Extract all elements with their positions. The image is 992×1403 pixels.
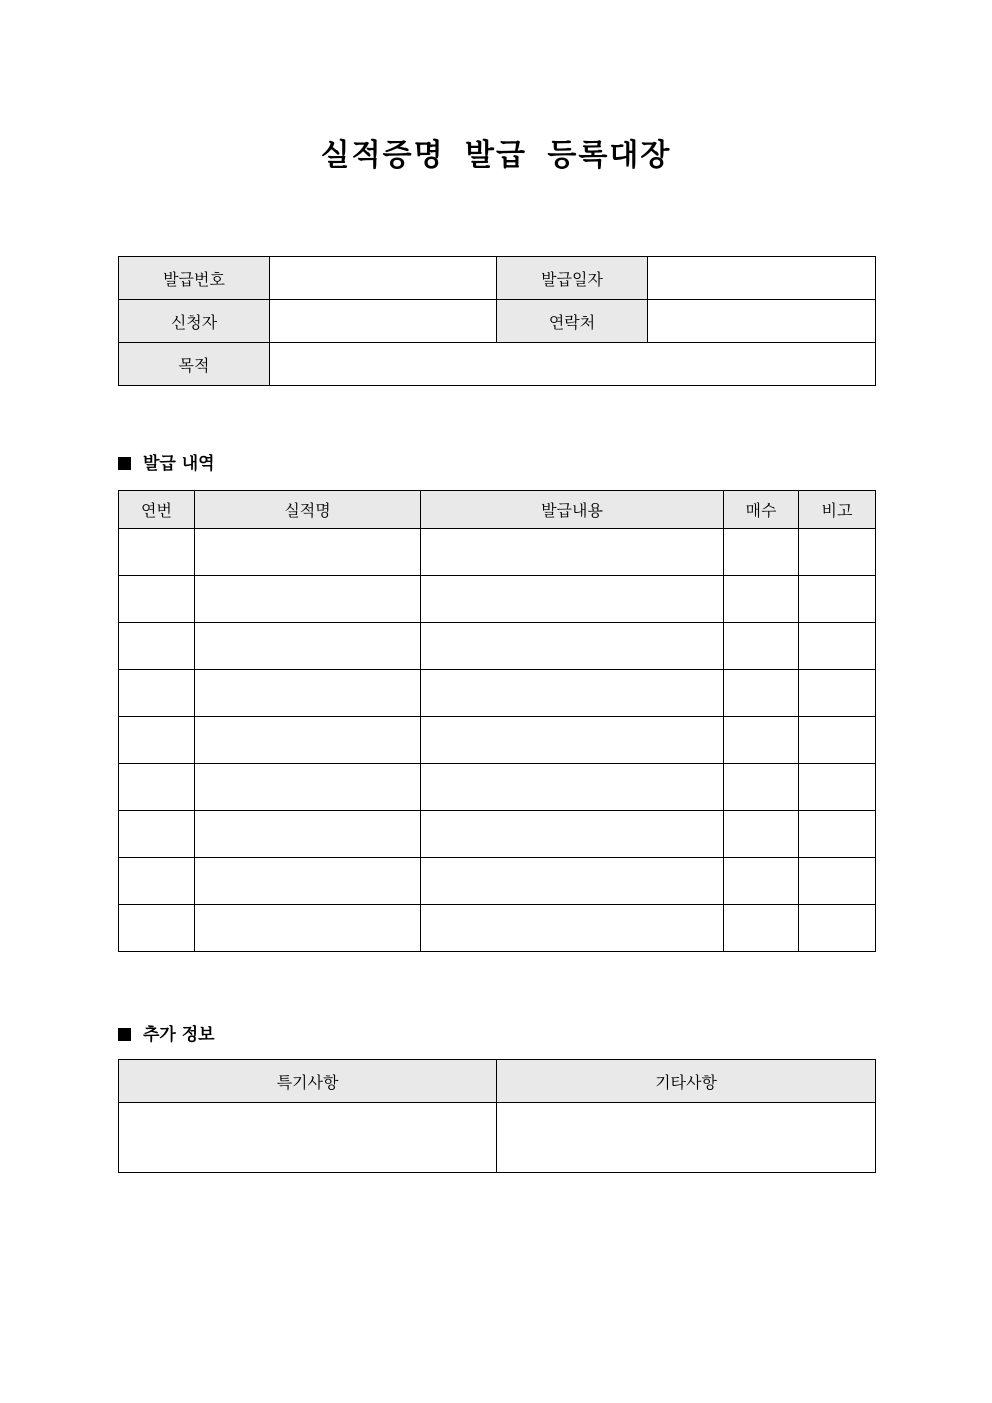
table-row xyxy=(119,717,876,764)
seq-cell[interactable] xyxy=(119,764,195,811)
info-table xyxy=(118,256,876,386)
copies-cell[interactable] xyxy=(724,858,799,905)
remarks-cell[interactable] xyxy=(799,717,876,764)
seq-cell[interactable] xyxy=(119,717,195,764)
purpose-field[interactable] xyxy=(270,343,876,386)
other-notes-field[interactable] xyxy=(497,1103,876,1173)
copies-cell[interactable] xyxy=(724,905,799,952)
remarks-cell[interactable] xyxy=(799,905,876,952)
extra-table xyxy=(118,1059,876,1173)
issue-date-field[interactable] xyxy=(648,257,876,300)
issue-content-cell[interactable] xyxy=(421,717,724,764)
issue-no-label: 발급번호 xyxy=(119,257,270,300)
column-header-copies: 매수 xyxy=(724,491,799,529)
seq-cell[interactable] xyxy=(119,811,195,858)
other-notes-label: 기타사항 xyxy=(497,1060,876,1103)
remarks-cell[interactable] xyxy=(799,576,876,623)
table-row xyxy=(119,764,876,811)
remarks-cell[interactable] xyxy=(799,529,876,576)
extra-table-header xyxy=(119,1060,876,1103)
page-title: 실적증명 발급 등록대장 xyxy=(320,138,672,173)
copies-cell[interactable] xyxy=(724,529,799,576)
issue-content-cell[interactable] xyxy=(421,905,724,952)
issue-content-cell[interactable] xyxy=(421,576,724,623)
issue-content-cell[interactable] xyxy=(421,529,724,576)
seq-cell[interactable] xyxy=(119,670,195,717)
record-name-cell[interactable] xyxy=(195,905,421,952)
issue-section-heading xyxy=(118,452,215,476)
issue-no-field[interactable] xyxy=(270,257,497,300)
info-row-applicant xyxy=(119,300,876,343)
record-name-cell[interactable] xyxy=(195,764,421,811)
square-bullet-icon xyxy=(118,1028,131,1041)
column-header-remarks: 비고 xyxy=(799,491,876,529)
table-row xyxy=(119,670,876,717)
contact-label: 연락처 xyxy=(497,300,648,343)
copies-cell[interactable] xyxy=(724,764,799,811)
extra-table-body xyxy=(119,1103,876,1173)
issue-content-cell[interactable] xyxy=(421,670,724,717)
record-name-cell[interactable] xyxy=(195,858,421,905)
copies-cell[interactable] xyxy=(724,670,799,717)
issue-table-header xyxy=(119,491,876,529)
record-name-cell[interactable] xyxy=(195,670,421,717)
record-name-cell[interactable] xyxy=(195,576,421,623)
seq-cell[interactable] xyxy=(119,858,195,905)
contact-field[interactable] xyxy=(648,300,876,343)
purpose-label: 목적 xyxy=(119,343,270,386)
issue-date-label: 발급일자 xyxy=(497,257,648,300)
applicant-label: 신청자 xyxy=(119,300,270,343)
copies-cell[interactable] xyxy=(724,623,799,670)
issue-content-cell[interactable] xyxy=(421,858,724,905)
table-row xyxy=(119,858,876,905)
table-row xyxy=(119,529,876,576)
info-row-issue xyxy=(119,257,876,300)
column-header-issue-content: 발급내용 xyxy=(421,491,724,529)
remarks-cell[interactable] xyxy=(799,858,876,905)
issue-table xyxy=(118,490,876,952)
issue-content-cell[interactable] xyxy=(421,811,724,858)
square-bullet-icon xyxy=(118,457,131,470)
seq-cell[interactable] xyxy=(119,576,195,623)
remarks-cell[interactable] xyxy=(799,623,876,670)
seq-cell[interactable] xyxy=(119,529,195,576)
record-name-cell[interactable] xyxy=(195,623,421,670)
record-name-cell[interactable] xyxy=(195,529,421,576)
extra-section-heading xyxy=(118,1023,215,1047)
seq-cell[interactable] xyxy=(119,623,195,670)
special-notes-label: 특기사항 xyxy=(119,1060,497,1103)
table-row xyxy=(119,576,876,623)
copies-cell[interactable] xyxy=(724,576,799,623)
column-header-seq: 연번 xyxy=(119,491,195,529)
table-row xyxy=(119,811,876,858)
record-name-cell[interactable] xyxy=(195,717,421,764)
remarks-cell[interactable] xyxy=(799,670,876,717)
copies-cell[interactable] xyxy=(724,811,799,858)
table-row xyxy=(119,905,876,952)
issue-section-title: 발급 내역 xyxy=(143,454,215,474)
remarks-cell[interactable] xyxy=(799,811,876,858)
issue-content-cell[interactable] xyxy=(421,623,724,670)
info-row-purpose xyxy=(119,343,876,386)
column-header-record-name: 실적명 xyxy=(195,491,421,529)
applicant-field[interactable] xyxy=(270,300,497,343)
table-row xyxy=(119,623,876,670)
copies-cell[interactable] xyxy=(724,717,799,764)
record-name-cell[interactable] xyxy=(195,811,421,858)
special-notes-field[interactable] xyxy=(119,1103,497,1173)
seq-cell[interactable] xyxy=(119,905,195,952)
extra-section-title: 추가 정보 xyxy=(143,1025,215,1045)
remarks-cell[interactable] xyxy=(799,764,876,811)
issue-content-cell[interactable] xyxy=(421,764,724,811)
